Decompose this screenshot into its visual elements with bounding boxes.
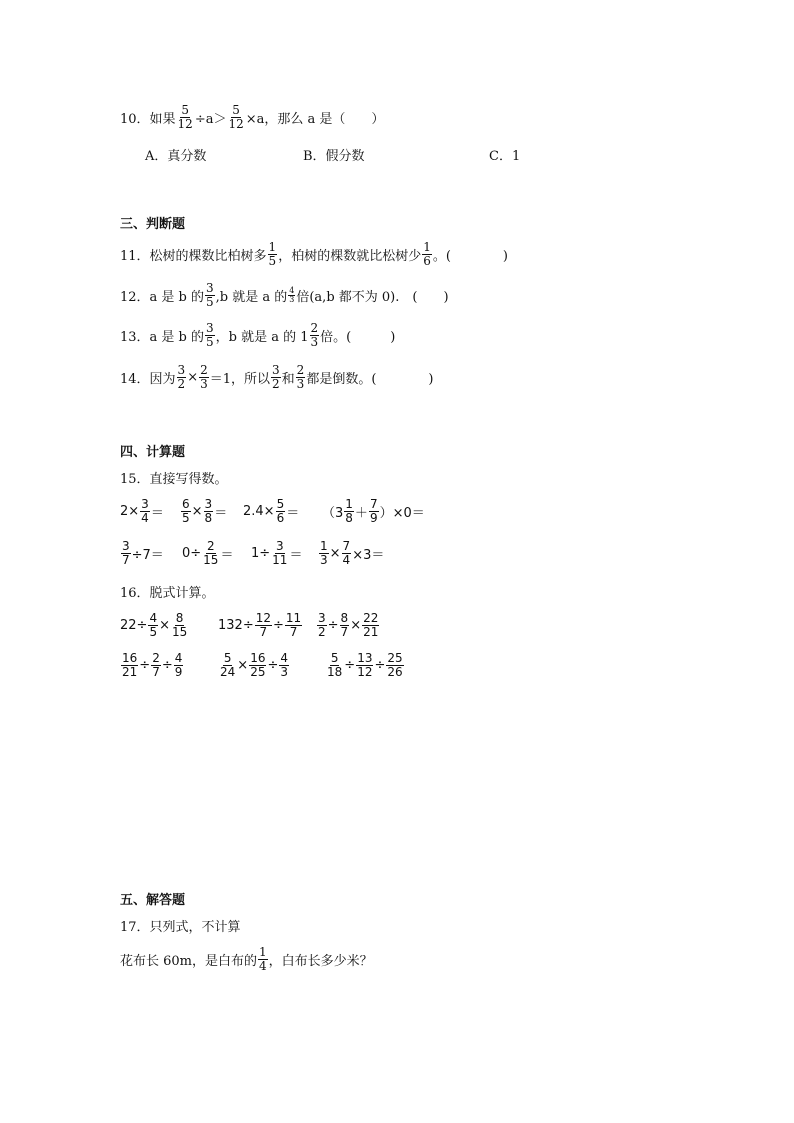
question-14: 14．因为 $\frac{3}{2}$ × $\frac{2}{3}$ ＝1，所以 $\frac{3}{2}$ 和 $\frac{2}{3}$ 都是倒数。( ) (120, 363, 434, 391)
question-17-body: 花布长 60m，是白布的 $\frac{1}{4}$ ，白布长多少米？ (120, 945, 373, 973)
fraction: $\frac{3}{2}$ (318, 611, 326, 639)
fraction: $\frac{8}{7}$ (340, 611, 349, 639)
q15-expr-5: $\frac{3}{7}$ ÷7＝ (122, 539, 164, 567)
fraction: $\frac{3}{2}$ (177, 363, 186, 391)
q15-expr-3: 2.4× $\frac{5}{6}$ ＝ (243, 497, 300, 525)
fraction: $\frac{5}{12}$ (228, 103, 244, 131)
question-16-title: 16．脱式计算。 (120, 586, 215, 601)
question-10 (120, 104, 384, 131)
fraction: $\frac{4}{9}$ (174, 651, 183, 679)
fraction: $\frac{5}{24}$ (220, 651, 236, 679)
q16-expr-5: $\frac{5}{24}$ × $\frac{16}{25}$ ÷ $\frac{4}{3}$ (220, 651, 289, 679)
fraction: $\frac{8}{15}$ (171, 611, 188, 639)
fraction: $\frac{16}{21}$ (122, 651, 138, 679)
q10-option-b: B．假分数 (303, 149, 365, 164)
fraction: $\frac{7}{9}$ (369, 497, 378, 525)
fraction: $\frac{6}{5}$ (182, 497, 190, 525)
q15-expr-2: $\frac{6}{5}$ × $\frac{3}{8}$ ＝ (182, 497, 228, 525)
fraction: $\frac{2}{7}$ (152, 651, 160, 679)
q10-stem-end: ×a，那么 a 是（ ） (245, 112, 385, 127)
fraction: $\frac{7}{4}$ (342, 539, 351, 567)
q15-expr-8: $\frac{1}{3}$ × $\frac{7}{4}$ ×3＝ (320, 539, 385, 567)
fraction: $\frac{13}{12}$ (357, 651, 373, 679)
fraction: $\frac{11}{7}$ (285, 611, 302, 639)
fraction: $\frac{5}{18}$ (327, 651, 343, 679)
q10-stem-start: 10．如果 (120, 112, 176, 127)
fraction: $\frac{3}{7}$ (122, 539, 130, 567)
fraction: $\frac{16}{25}$ (250, 651, 266, 679)
fraction: $\frac{2}{15}$ (203, 539, 219, 567)
fraction: $\frac{4}{3}$ (280, 651, 289, 679)
q15-expr-4: （3 $\frac{1}{8}$ ＋ $\frac{7}{9}$ ）×0＝ (322, 497, 425, 525)
fraction: $\frac{22}{21}$ (363, 611, 379, 639)
fraction: $\frac{3}{11}$ (272, 539, 288, 567)
question-12: 12．a 是 b 的 $\frac{3}{5}$ ,b 就是 a 的 $\frac{4}{3}$ 倍(a,b 都不为 0). ( ) (120, 281, 449, 309)
q16-expr-4: $\frac{16}{21}$ ÷ $\frac{2}{7}$ ÷ $\frac{4}{9}$ (122, 651, 183, 679)
fraction: $\frac{2}{3}$ (310, 321, 319, 349)
fraction: $\frac{5}{12}$ (177, 103, 193, 131)
question-11: 11．松树的棵数比柏树多 $\frac{1}{5}$ ，柏树的棵数就比松树少 $\frac{1}{6}$ 。( ) (120, 240, 508, 268)
fraction: $\frac{3}{5}$ (206, 281, 214, 309)
fraction: $\frac{4}{5}$ (149, 611, 158, 639)
q16-expr-1: 22÷ $\frac{4}{5}$ × $\frac{8}{15}$ (120, 611, 188, 639)
fraction: $\frac{3}{4}$ (141, 497, 149, 525)
q15-expr-7: 1÷ $\frac{3}{11}$ ＝ (251, 539, 303, 567)
fraction: $\frac{1}{3}$ (320, 539, 328, 567)
fraction: $\frac{3}{5}$ (206, 321, 214, 349)
fraction: $\frac{1}{4}$ (259, 945, 267, 973)
q16-expr-2: 132÷ $\frac{12}{7}$ ÷ $\frac{11}{7}$ (218, 611, 302, 639)
fraction: $\frac{12}{7}$ (255, 611, 271, 639)
q10-option-c: C．1 (489, 149, 521, 164)
fraction: $\frac{3}{2}$ (272, 363, 280, 391)
section-title-judgement: 三、判断题 (120, 217, 186, 232)
fraction: $\frac{1}{5}$ (268, 240, 277, 268)
section-title-answer: 五、解答题 (120, 893, 186, 908)
fraction: $\frac{5}{6}$ (276, 497, 285, 525)
q15-expr-1: 2× $\frac{3}{4}$ ＝ (120, 497, 164, 525)
question-13: 13．a 是 b 的 $\frac{3}{5}$ ，b 就是 a 的 1 $\frac{2}{3}$ 倍。( ) (120, 321, 396, 349)
fraction: $\frac{1}{8}$ (345, 497, 353, 525)
fraction: $\frac{2}{3}$ (200, 363, 208, 391)
q15-expr-6: 0÷ $\frac{2}{15}$ ＝ (182, 539, 234, 567)
fraction: $\frac{4}{3}$ (289, 286, 295, 304)
q10-option-a: A．真分数 (145, 149, 207, 164)
fraction: $\frac{1}{6}$ (423, 240, 431, 268)
fraction: $\frac{25}{26}$ (387, 651, 403, 679)
section-title-calculation: 四、计算题 (120, 445, 186, 460)
q16-expr-3: $\frac{3}{2}$ ÷ $\frac{8}{7}$ × $\frac{22}{21}$ (318, 611, 379, 639)
question-17-title: 17．只列式，不计算 (120, 920, 241, 935)
fraction: $\frac{2}{3}$ (296, 363, 305, 391)
q16-expr-6: $\frac{5}{18}$ ÷ $\frac{13}{12}$ ÷ $\frac{25}{26}$ (327, 651, 403, 679)
fraction: $\frac{3}{8}$ (204, 497, 213, 525)
q10-operator: ÷a＞ (194, 112, 227, 127)
question-15-title: 15．直接写得数。 (120, 472, 228, 487)
